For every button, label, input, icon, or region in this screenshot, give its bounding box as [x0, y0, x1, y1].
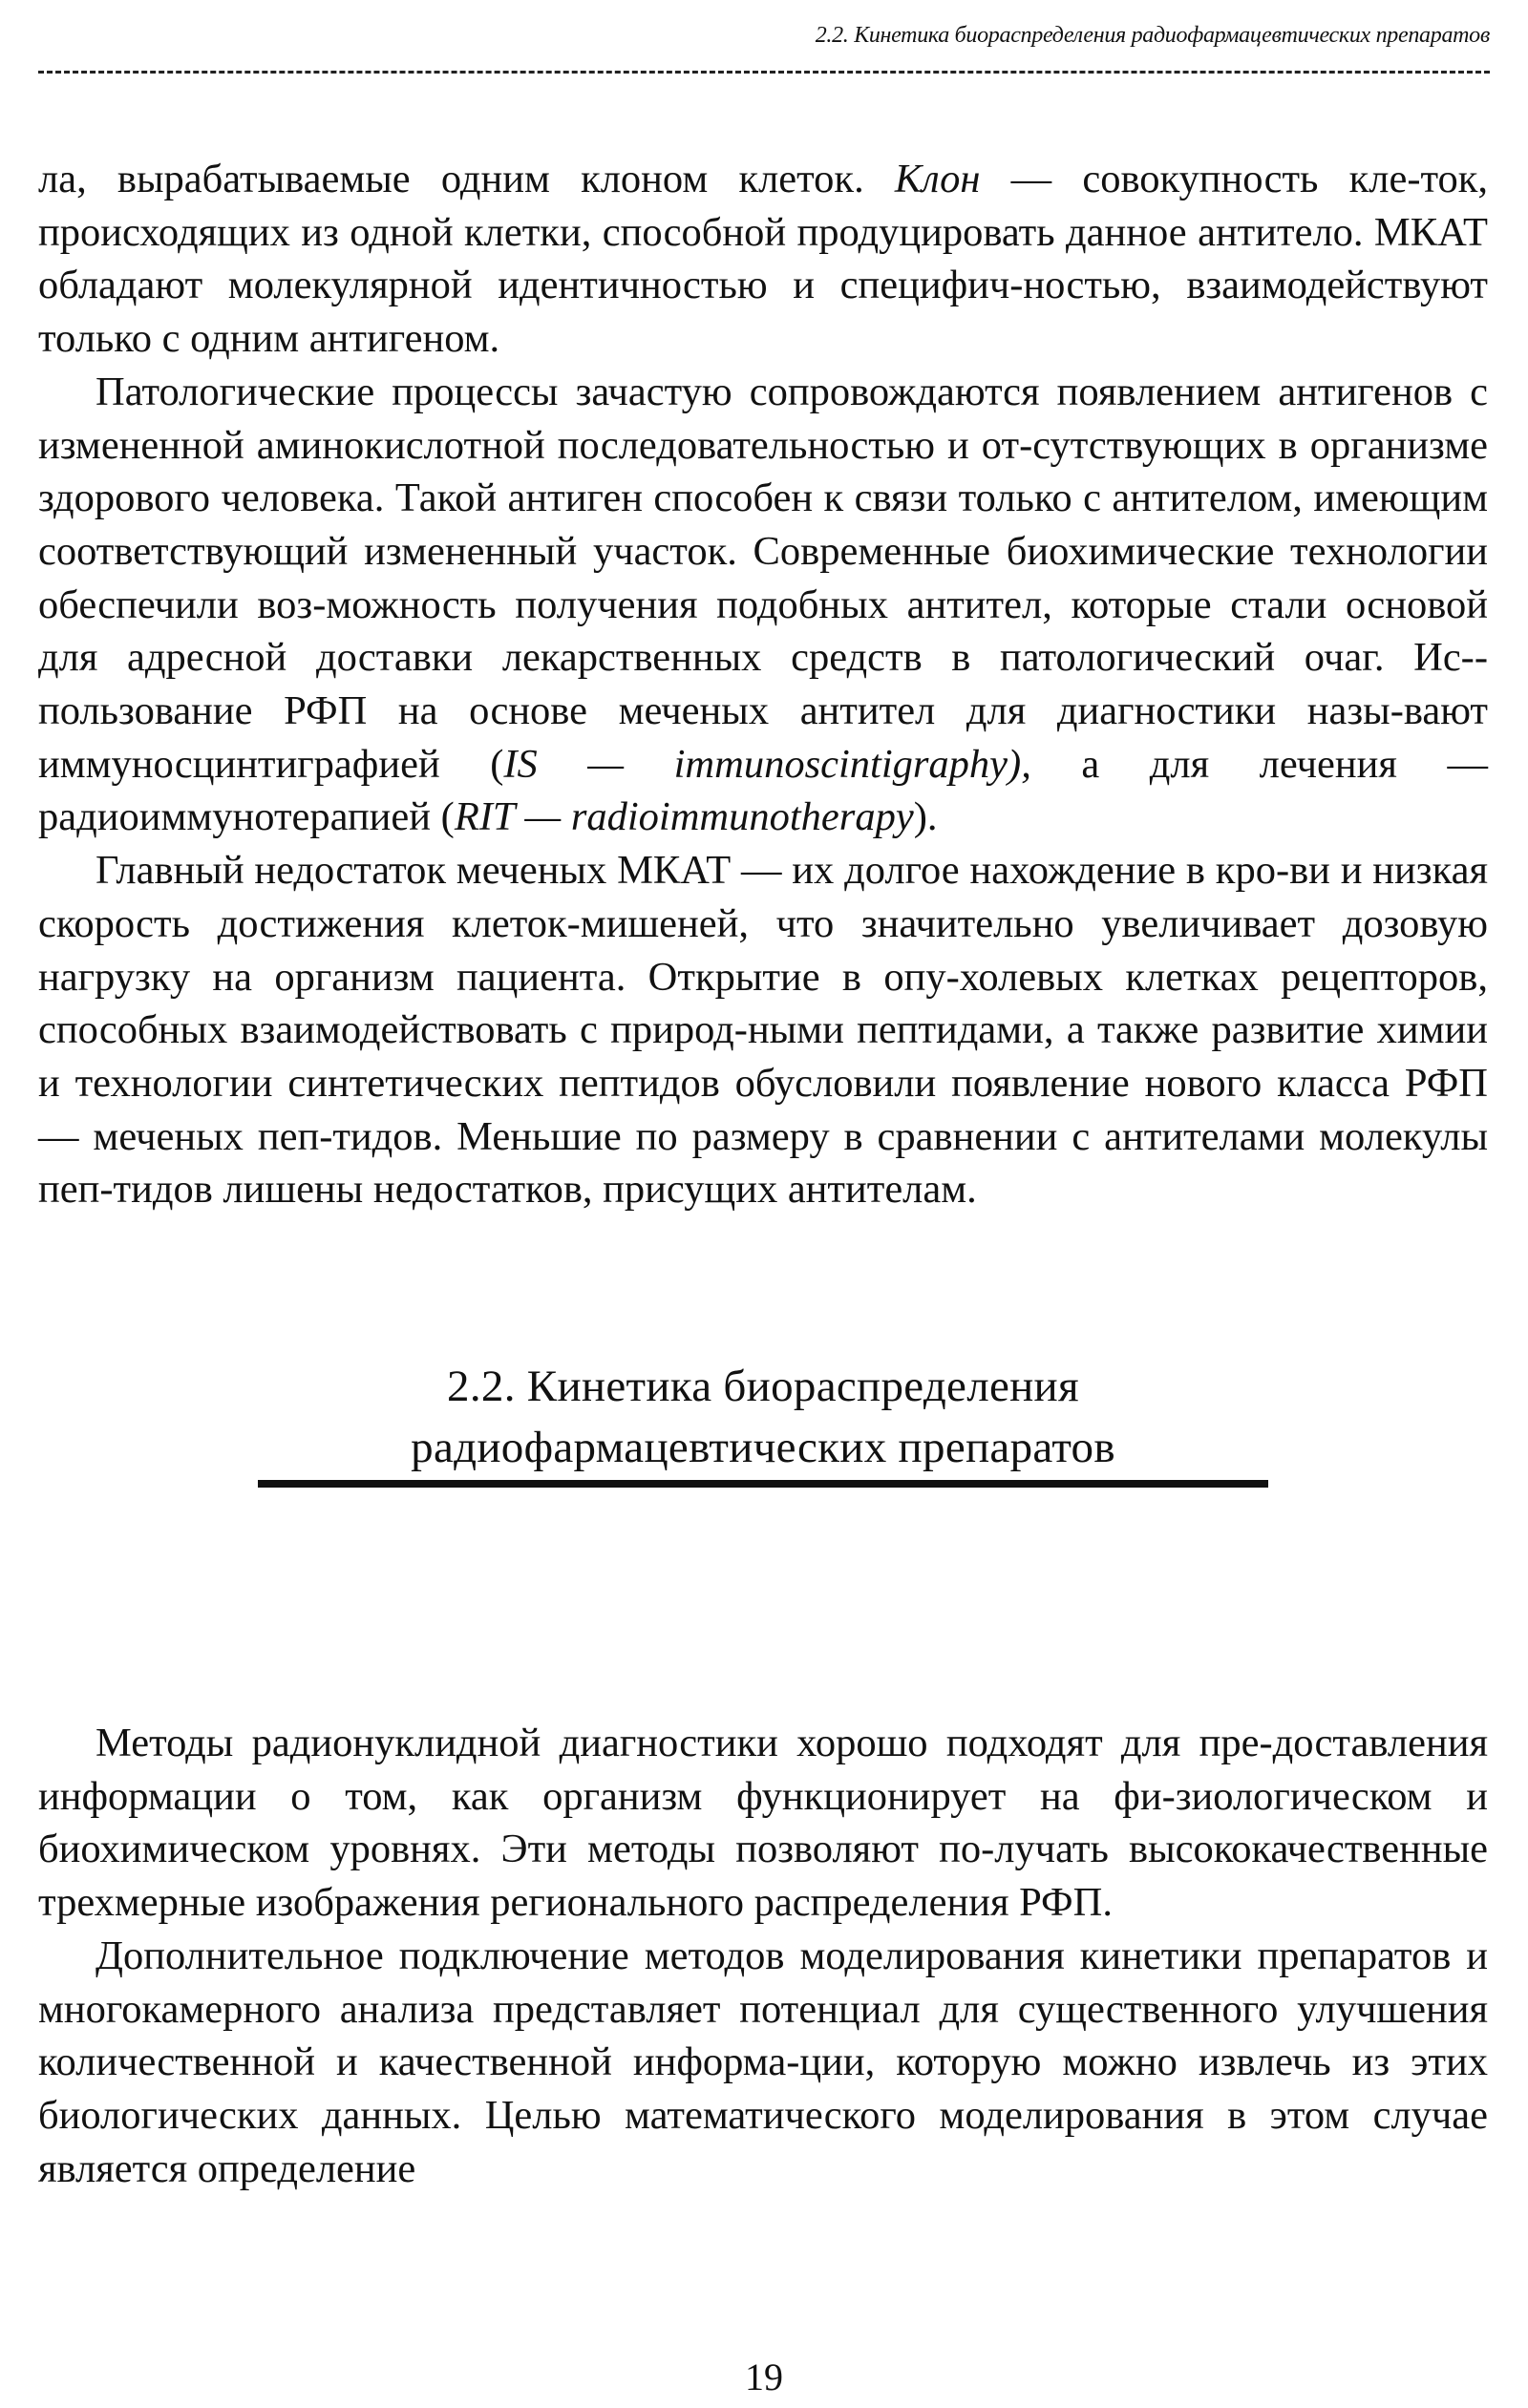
paragraph-text: Методы радионуклидной диагностики хорошо подходят для пре-доставления информации о том, как организм функционирует на фи-зиологическом и биохимическом уровнях. Эти методы позволяют по-лучать высококачественные трехмерные изображения регионального распределения РФП. [38, 1721, 1488, 1926]
paragraph-text: Патологические процессы зачастую сопровождаются появлением антигенов с измененной аминокислотной последовательностью и от-сутствующих в организме здорового человека. Такой антиген способен к связи только с антителом, имеющим соответствующий измененный участок. Современные биохимические технологии обеспечили воз-можность получения подобных антител, которые стали основой для адресной доставки лекарственных средств в патологический очаг. Ис-пользование РФП на основе меченых антител для диагностики назы-вают иммуносцинтиграфией ( [38, 369, 1488, 787]
paragraph-text: а для лечения — радиоиммунотерапией ( [38, 741, 1488, 840]
paragraph [38, 153, 1488, 366]
paragraph-italic-text: RIT — radioimmunotherapy [454, 794, 914, 840]
paragraph-text: Дополнительное подключение методов моделирования кинетики препаратов и многокамерного анализа представляет потенциал для существенного улучшения количественной и качественной информа-ции, которую можно извлечь из этих биологических данных. Целью математического моделирования в этом случае является определение [38, 1933, 1488, 2191]
section-heading-line-1: 2.2. Кинетика биораспределения [447, 1362, 1079, 1411]
paragraph [38, 366, 1488, 844]
body-text-after-section [38, 1717, 1488, 2195]
paragraph-text: ). [913, 794, 938, 840]
paragraph [38, 1717, 1488, 1930]
section-heading-rule [258, 1480, 1268, 1488]
running-header-title: 2.2. Кинетика биораспределения радиофармацевтических препаратов [815, 23, 1490, 48]
running-header [38, 13, 1490, 74]
paragraph-text: — совокупность кле-ток, происходящих из одной клетки, способной продуцировать данное антитело. МКАТ обладают молекулярной идентичностью и специфич-ностью, взаимодействуют только с одним антигеном. [38, 157, 1489, 362]
body-text-before-section [38, 153, 1488, 1216]
section-heading-line-2: радиофармацевтических препаратов [411, 1423, 1115, 1472]
paragraph-italic-text: Клон [894, 157, 981, 201]
paragraph-italic-text: IS — immunoscintigraphy), [503, 741, 1031, 787]
paragraph-text: Главный недостаток меченых МКАТ — их долгое нахождение в кро-ви и низкая скорость достижения клеток-мишеней, что значительно увеличивает дозовую нагрузку на организм пациента. Открытие в опу-холевых клетках рецепторов, способных взаимодействовать с природ-ными пептидами, а также развитие химии и технологии синтетических пептидов обусловили появление нового класса РФП — меченых пеп-тидов. Меньшие по размеру в сравнении с антителами молекулы пеп-тидов лишены недостатков, присущих антителам. [38, 848, 1488, 1213]
section-heading [38, 1356, 1488, 1478]
paragraph-text: ла, вырабатываемые одним клоном клеток. [38, 157, 895, 201]
page-number: 19 [745, 2355, 783, 2398]
paragraph [38, 844, 1488, 1216]
paragraph [38, 1930, 1488, 2196]
